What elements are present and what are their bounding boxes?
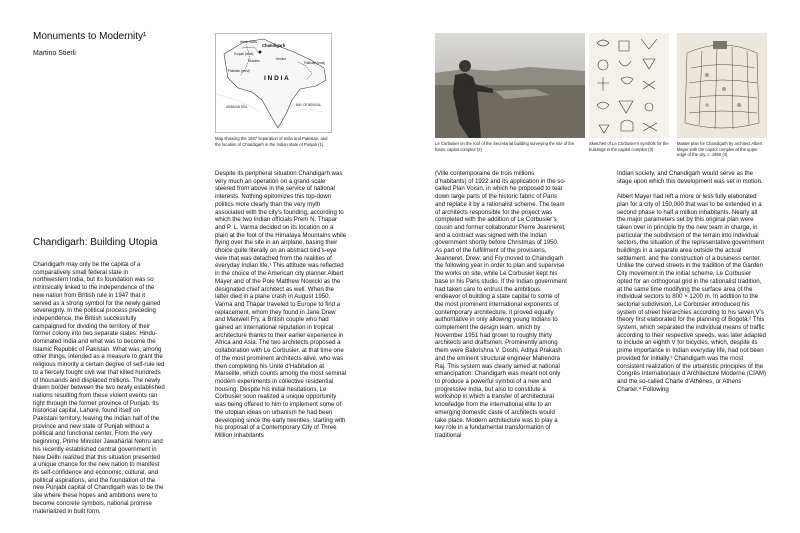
section-title: Chandigarh: Building Utopia: [33, 237, 158, 248]
paragraph: Indian society, and Chandigarh would serve as the stage upon which this development was set in motion.: [617, 170, 763, 185]
text-column-3: [435, 170, 567, 440]
article-title: Monuments to Modernity¹: [33, 31, 147, 42]
text-column-4: [617, 170, 767, 393]
map-label-india: I N D I A: [264, 75, 289, 82]
figure-master-plan: [677, 33, 767, 158]
plan-image: [677, 33, 767, 138]
figure-caption: Map showing the 1947 separation of India and Pakistan, and the location of Chandigarh in the Indian state of Punjab (1): [215, 136, 328, 147]
india-map-drawing: [216, 34, 332, 133]
map-label-bay-of-bengal: BAY OF BENGAL: [296, 103, 322, 107]
map-label-chandigarh: Chandigarh: [262, 43, 286, 48]
map-label-punjab-west: Punjab (west): [234, 52, 254, 56]
paragraph: (Ville contemporaine de trois millions d’habitants) of 1922 and its application in the so-called Plan Voisin, in which he proposed to tear down large parts of the historic fabric of Paris and replace it by a rationalist scheme. The team of architects responsible for the project was completed with the addition of Le Corbusier’s cousin and former collaborator Pierre Jeanneret, and a contract was signed with the Indian government shortly before Christmas of 1950. As part of the fulfillment of the provisions, Jeanneret, Drew, and Fry moved to Chandigarh the following year in order to plan and supervise the works on site, while Le Corbusier kept his base in his Paris studio. If the Indian government had taken care to entrust the ambitious endeavor of building a state capital to some of the most prominent international exponents of contemporary architecture, it proved equally authoritative in only allowing young Indians to complement the design team, which by November 1951 had grown to roughly thirty architects and draftsmen. Prominently among them were Balkrishna V. Doshi, Aditya Prakash and the eminent structural engineer Mahendra Raj. This system was clearly aimed at national emancipation: Chandigarh was meant not only to produce a powerful symbol of a new and progressive India, but also to constitute a workshop in which a transfer of architectural knowledge from the international elite to an emerging domestic caste of architects would take place. Modern architecture was to play a key role in a fundamental transformation of traditional: [435, 170, 567, 439]
article-header: [33, 31, 146, 57]
text-column-1: [33, 261, 165, 515]
figure-photo-roof: [435, 33, 585, 152]
map-label-muslims: Muslims: [248, 59, 260, 63]
map-label-pakistan-east: Pakistan (east): [304, 61, 326, 65]
article-author: Martino Stierli: [33, 50, 76, 57]
sketch-image: [589, 33, 669, 138]
figure-caption: Le Corbusier on the roof of the Secretariat building surveying the site of the future capitol complex (2): [435, 141, 575, 152]
plan-drawing: [677, 33, 767, 138]
text-column-2: [215, 170, 347, 440]
map-label-arabian-sea: ARABIAN SEA: [226, 105, 248, 109]
paragraph: Albert Mayer had left a more or less fully elaborated plan for a city of 150,000 that was to be extended in a second phase to half a million inhabitants. Nearly all the major parameters set by this original plan were taken over in principle by the new team in charge, in particular the subdivision of the terrain into individual sectors, the situation of the representative government buildings in a separate area outside the actual settlement, and the construction of a business center. Unlike the curved streets in the tradition of the Garden City movement in the initial scheme, Le Corbusier opted for an orthogonal grid in the rationalist tradition, at the same time modifying the surface area of the individual sectors to 800 × 1200 m. In addition to the sectorial subdivision, Le Corbusier introduced his system of street hierarchies according to his seven V’s theory first elaborated for the planning of Bogotá.² This system, which separated the individual means of traffic according to their respective speeds, was later adapted to include an eighth V for bicycles, which, despite its prime importance in Indian everyday life, had not been provided for initially.³ Chandigarh was the most consistent realization of the urbanistic principles of the Congrès Internationaux d’Architecture Moderne (CIAM) and the so-called Charte d’Athènes, or Athens Charter.⁴ Following: [617, 193, 767, 393]
figure-caption: Master plan for Chandigarh by architect Albert Mayer with the capitol complex at the upper edge of the city, c. 1950 (4): [677, 141, 763, 157]
map-label-hindu-sikh: Hindu Sikhs: [240, 40, 258, 44]
figure-sketches: [589, 33, 669, 152]
map-label-pakistan-west: Pakistan (west): [228, 69, 250, 73]
sketch-drawing: [589, 33, 669, 138]
figure-caption: Sketches of Le Corbusier’s symbols for the buildings in the capitol complex (3): [589, 141, 669, 152]
map-label-hindus: Hindus: [276, 57, 286, 61]
paragraph: Despite its peripheral situation Chandigarh was very much an operation on a grand scale steered from above in the service of national interests. Nothing epitomizes this top-down politics more clearly than the very myth associated with the city’s founding, according to which the two Indian officials Prem N. Thapar and P. L. Varma decided on its location on a plain at the foot of the Himalaya Mountains while flying over the site in an airplane, basing their choice quite literally on an abstract bird’s-eye view that was detached from the realities of everyday Indian life.¹ This attitude was reflected in the choice of the American city planner Albert Mayer and of the Pole Matthew Nowicki as the designated chief architect as well. When the latter died in a plane crash in August 1950, Varma and Thapar traveled to Europe to find a replacement, whom they found in Jane Drew and Maxwell Fry, a British couple who had gained an international reputation in tropical architecture thanks to their earlier experience in Africa and Asia. The two architects proposed a collaboration with Le Corbusier, at that time one of the most prominent architects alive, who was then completing his Unité d’Habitation at Marseille, which counts among the most seminal modern experiments in collective residential housing. Despite his initial hesitations, Le Corbusier soon realized a unique opportunity was being offered to him to implement some of the utopian ideas on urbanism he had been developing since the early twenties, starting with his proposal of a Contemporary City of Three Million Inhabitants: [215, 170, 347, 439]
figure-map: [215, 33, 332, 147]
photo-drawing: [435, 33, 585, 138]
paragraph: Chandigarh may only be the capital of a comparatively small federal state in northwestern India, but its foundation was so intrinsically linked to the independence of the new nation from British rule in 1947 that it served as a strong symbol for the newly gained sovereignty. In the political process preceding independence, the British successfully campaigned for dividing the territory of their former colony into two separate states: Hindu-dominated India and what was to become the Islamic Republic of Pakistan. What was, among other things, intended as a measure to grant the religious minority a certain degree of self-rule led to a fiercely fought civil war that killed hundreds of thousands and displaced millions. The newly drawn border between the two newly established nations resulting from these violent events ran right through the former province of Punjab. Its historical capital, Lahore, found itself on Pakistani territory, leaving the Indian half of the province and new state of Punjab without a political and functional center. From the very beginning, Prime Minister Jawaharlal Nehru and his recently established central government in New Delhi realized that this situation presented a unique chance for the new nation to manifest its self-confidence and economic, cultural, and political aspirations, and the foundation of the new Punjabi capital of Chandigarh was to be the site where these hopes and ambitions were to become concrete symbols, national promise materialized in built form.: [33, 261, 165, 515]
photo-image: [435, 33, 585, 138]
map-image: [215, 33, 332, 133]
